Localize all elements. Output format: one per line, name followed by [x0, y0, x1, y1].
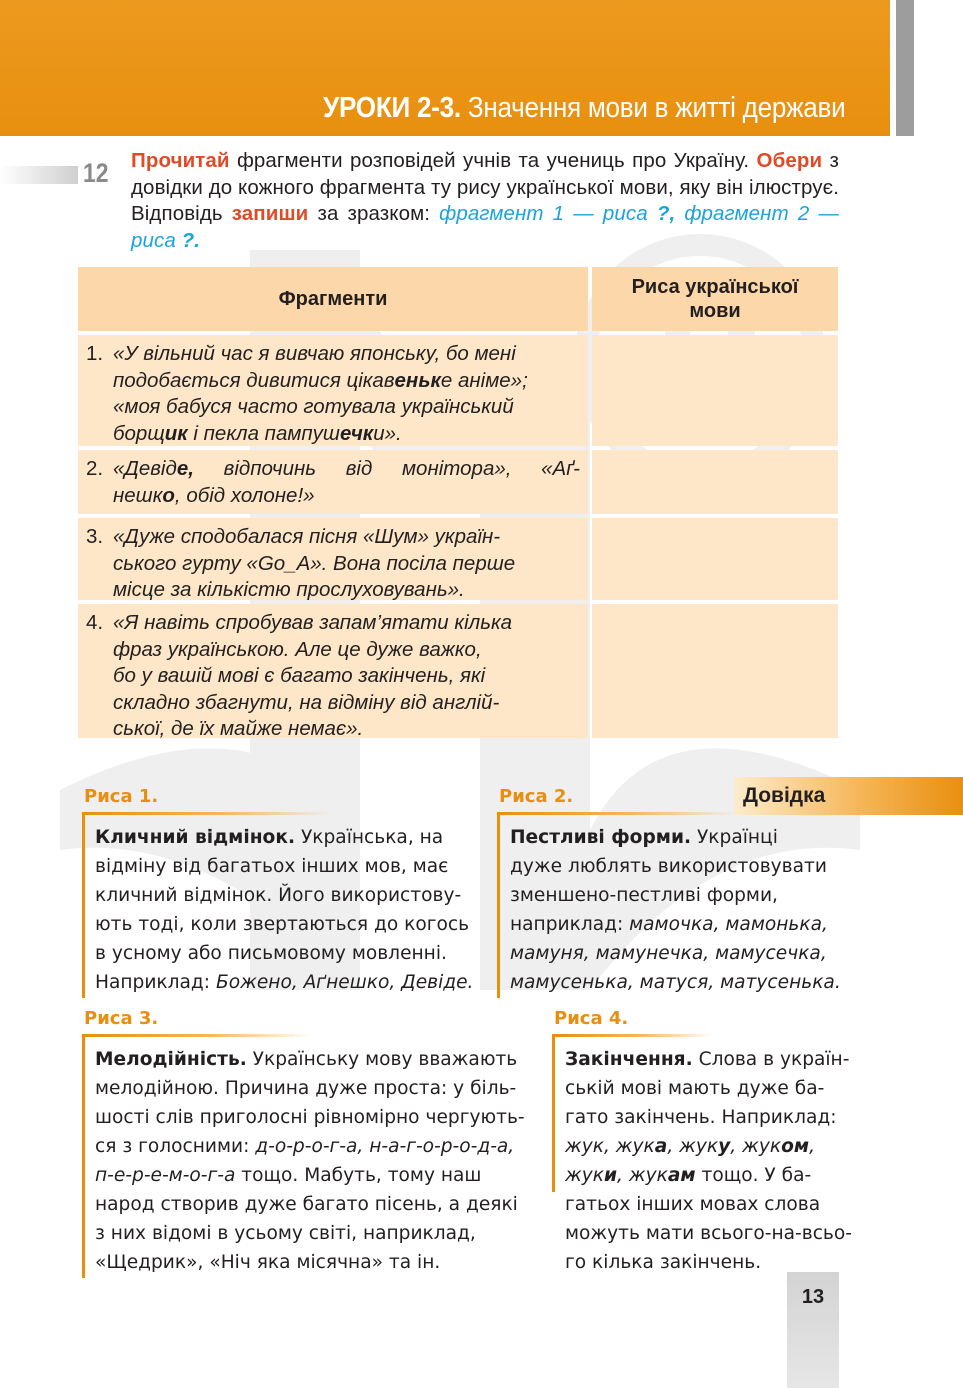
lesson-title: Значення мови в житті держави: [467, 92, 845, 124]
feature-1-label: Риса 1.: [84, 786, 159, 807]
answer-cell-2: [592, 450, 838, 514]
task-text: фрагменти розповідей учнів та учениць про Україну.: [229, 149, 757, 172]
fragment-3: 3. «Дуже сподобалася пісня «Шум» україн- ського гурту «Go_A». Вона посіла перше місце за кількістю прослуховувань».: [78, 518, 588, 600]
header-side-bar: [896, 0, 914, 136]
task-sample: фрагмент 1 — риса ?, фрагмент 2 — риса ?.: [131, 202, 839, 252]
task-verb-read: Прочитай: [131, 149, 230, 172]
task-verb-choose: Обери: [756, 149, 823, 172]
feature-3-box: [82, 1034, 532, 1278]
answer-cell-1: [592, 335, 838, 446]
feature-2-label: Риса 2.: [499, 786, 574, 807]
column-header-feature: Риса української мови: [592, 267, 838, 331]
task-text: з довідки до кожного фрагмента ту рису української мови, яку він ілюструє. Відповідь: [131, 149, 839, 225]
table-header-row: [78, 267, 838, 331]
fragment-2: 2. «Девіде, відпочинь від монітора», «Аґ- нешко, обід холоне!»: [78, 450, 588, 514]
feature-4-label: Риса 4.: [554, 1008, 629, 1029]
task-verb-write: запиши: [231, 202, 309, 225]
table-row: [78, 450, 838, 514]
table-row: [78, 335, 838, 446]
exercise-number: 12: [83, 158, 109, 188]
exercise-task: [131, 148, 839, 254]
feature-4-box: [552, 1034, 852, 1273]
page-title: [323, 92, 845, 125]
feature-2-text: Пестливі форми. Українці дуже люблять використовувати зменшено-пестливі форми, наприклад: мамочка, мамонька, мамуня, мамунечка, мамусечка, мамусенька, матуся, матусенька.: [510, 827, 841, 993]
feature-3-text: Мелодійність. Українську мову вважають мелодійною. Причина дуже проста: у біль- шості слів приголосні рівномірно чергують- ся з голосними: д-о-р-о-г-а, н-а-г-о-р-о-д-а, п-е-р-е-м-о-г-а тощо. Мабуть, тому наш народ створив дуже багато пісень, а деякі з них відомі в усьому світі, наприклад, «Щедрик», «Ніч яка місячна» та ін.: [95, 1049, 525, 1273]
table-row: [78, 518, 838, 600]
table-row: [78, 604, 838, 738]
page-number: 13: [801, 1286, 825, 1308]
reference-label: Довідка: [743, 784, 826, 807]
feature-1-box: [82, 812, 482, 998]
lesson-label: УРОКИ 2-3.: [322, 92, 461, 124]
task-text: за зразком:: [308, 202, 440, 225]
column-header-fragments: Фрагменти: [78, 267, 588, 331]
answer-cell-4: [592, 604, 838, 738]
feature-2-box: [497, 812, 847, 998]
feature-4-text: Закінчення. Слова в україн- ській мові мають дуже ба- гато закінчень. Наприклад: жук, жука, жуку, жуком, жуки, жукам тощо. У ба- гатьох інших мовах слова можуть мати всього-на-всьо- го кілька закінчень.: [565, 1049, 852, 1273]
feature-1-text: Кличний відмінок. Українська, на відміну від багатьох інших мов, має кличний відмінок. Його використову- ють тоді, коли звертаються до когось в усному або письмовому мовленні. Наприклад: Божено, Аґнешко, Девіде.: [95, 827, 474, 993]
exercise-marker-bar: [0, 166, 78, 184]
answer-cell-3: [592, 518, 838, 600]
feature-3-label: Риса 3.: [84, 1008, 159, 1029]
fragment-1: 1. «У вільний час я вивчаю японську, бо мені подобається дивитися цікавеньке аніме»; «моя бабуся часто готувала український борщик і пекла пампушечки».: [78, 335, 588, 446]
fragment-4: 4. «Я навіть спробував запам’ятати кілька фраз українською. Але це дуже важко, бо у вашій мові є багато закінчень, які складно збагнути, на відміну від англій- ської, де їх майже немає».: [78, 604, 588, 738]
